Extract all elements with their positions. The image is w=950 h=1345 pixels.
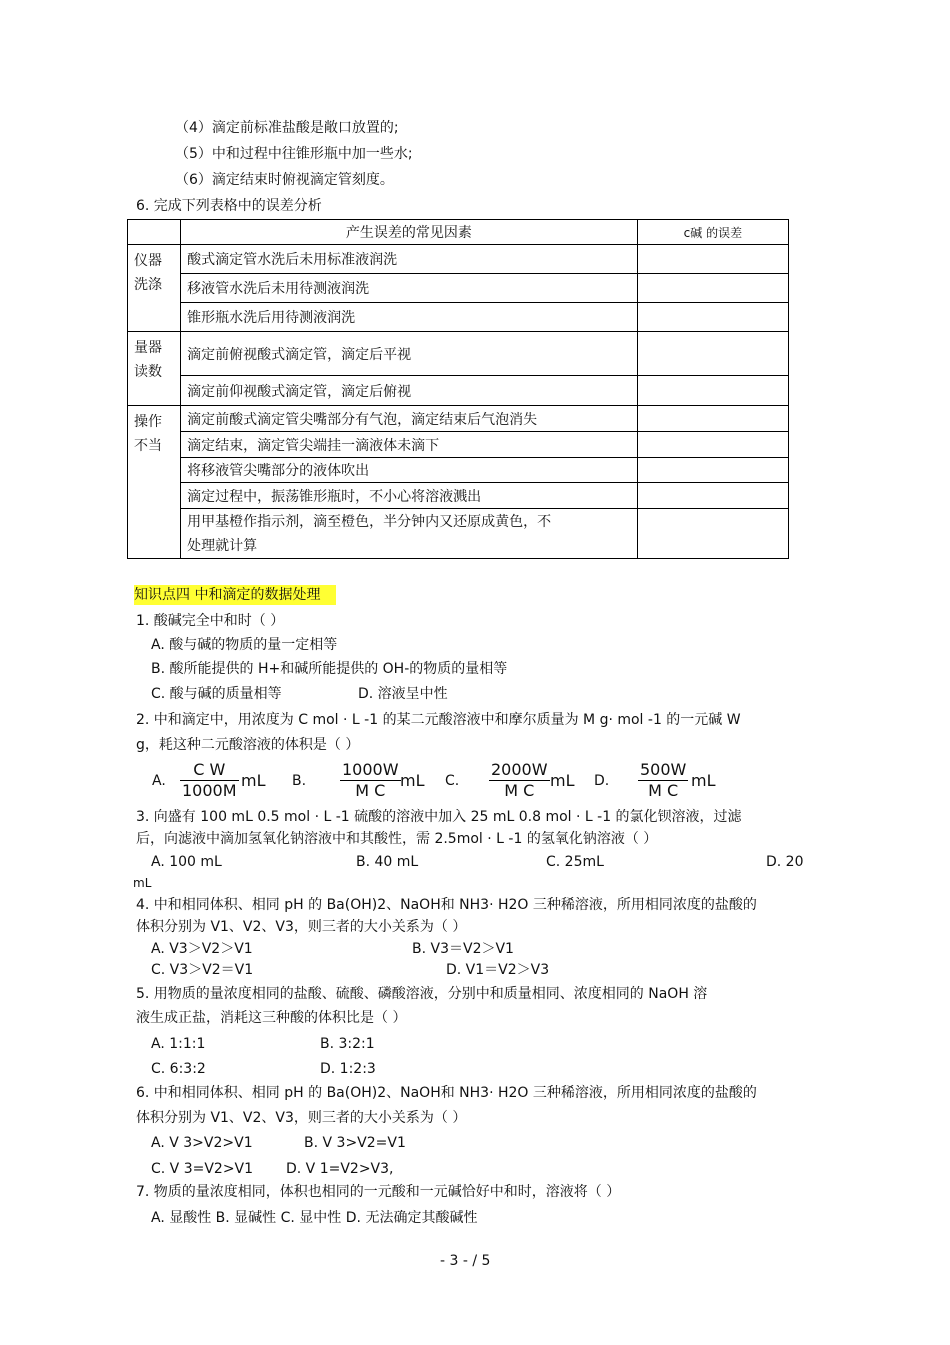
question-stem: g，耗这种二元酸溶液的体积是（ ） xyxy=(136,737,360,753)
table-row xyxy=(128,376,789,406)
option-label: D. xyxy=(594,773,610,789)
option-label: C. xyxy=(445,773,460,789)
table-row xyxy=(128,483,789,509)
option: D. V1＝V2＞V3 xyxy=(446,962,550,978)
factor-cell: 用甲基橙作指示剂，滴至橙色，半分钟内又还原成黄色，不 处理就计算 xyxy=(181,509,638,559)
question-stem: 5. 用物质的量浓度相同的盐酸、硫酸、磷酸溶液，分别中和质量相同、浓度相同的 NaOH 溶 xyxy=(136,986,708,1002)
option: C. V 3=V2>V1 xyxy=(151,1161,254,1177)
option-label: A. xyxy=(152,773,166,789)
answer-cell xyxy=(637,483,788,509)
factor-cell: 移液管水洗后未用待测液润洗 xyxy=(181,274,638,303)
option: B. V 3>V2=V1 xyxy=(304,1135,406,1151)
option: C. V3＞V2＝V1 xyxy=(151,962,254,978)
numerator: 2000W xyxy=(491,760,548,779)
answer-cell xyxy=(637,432,788,458)
numerator: 500W xyxy=(640,760,687,779)
option: C. 6:3:2 xyxy=(151,1061,206,1077)
option: D. 溶液呈中性 xyxy=(358,686,448,702)
table-row xyxy=(128,332,789,376)
factor-cell: 锥形瓶水洗后用待测液润洗 xyxy=(181,303,638,332)
option: B. 酸所能提供的 H+和碱所能提供的 OH-的物质的量相等 xyxy=(151,661,508,677)
denominator: M C xyxy=(355,781,386,800)
option-row: A. 显酸性 B. 显碱性 C. 显中性 D. 无法确定其酸碱性 xyxy=(151,1210,478,1226)
numerator: 1000W xyxy=(342,760,399,779)
option: B. V3＝V2＞V1 xyxy=(412,941,514,957)
category-cell: 操作 不当 xyxy=(128,406,181,559)
option: D. 20 xyxy=(766,854,804,870)
question-stem: 体积分别为 V1、V2、V3，则三者的大小关系为（ ） xyxy=(136,1110,467,1126)
question-heading: 6. 完成下列表格中的误差分析 xyxy=(136,198,322,214)
answer-cell xyxy=(637,376,788,406)
table-row xyxy=(128,406,789,432)
option: D. V 1=V2>V3, xyxy=(286,1161,394,1177)
option: A. 1:1:1 xyxy=(151,1036,206,1052)
list-item: （6）滴定结束时俯视滴定管刻度。 xyxy=(175,172,394,188)
option: D. 1:2:3 xyxy=(320,1061,376,1077)
question-stem: 1. 酸碱完全中和时（ ） xyxy=(136,613,285,629)
option: A. 100 mL xyxy=(151,854,222,870)
list-item: （4）滴定前标准盐酸是敞口放置的; xyxy=(175,120,399,136)
factor-cell: 滴定结束，滴定管尖端挂一滴液体未滴下 xyxy=(181,432,638,458)
fraction xyxy=(638,760,688,801)
answer-cell xyxy=(637,332,788,376)
numerator: C W xyxy=(180,760,239,781)
category-cell: 量器 读数 xyxy=(128,332,181,406)
factor-cell: 将移液管尖嘴部分的液体吹出 xyxy=(181,458,638,483)
unit: mL xyxy=(400,771,425,790)
factor-cell: 滴定过程中，振荡锥形瓶时，不小心将溶液溅出 xyxy=(181,483,638,509)
factor-cell: 滴定前酸式滴定管尖嘴部分有气泡，滴定结束后气泡消失 xyxy=(181,406,638,432)
table-row xyxy=(128,458,789,483)
option: A. V 3>V2>V1 xyxy=(151,1135,253,1151)
table-row xyxy=(128,509,789,559)
option: A. 酸与碱的物质的量一定相等 xyxy=(151,637,338,653)
answer-cell xyxy=(637,274,788,303)
table-header-factor: 产生误差的常见因素 xyxy=(181,220,638,245)
question-stem: 7. 物质的量浓度相同，体积也相同的一元酸和一元碱恰好中和时，溶液将（ ） xyxy=(136,1184,621,1200)
option: B. 3:2:1 xyxy=(320,1036,375,1052)
table-row xyxy=(128,303,789,332)
table-header-row xyxy=(128,220,789,245)
option-unit: mL xyxy=(133,876,152,890)
table-row xyxy=(128,274,789,303)
denominator: 1000M xyxy=(182,781,237,800)
option: B. 40 mL xyxy=(356,854,419,870)
option-label: B. xyxy=(292,773,307,789)
unit: mL xyxy=(691,771,716,790)
table-row xyxy=(128,245,789,274)
question-stem: 3. 向盛有 100 mL 0.5 mol · L -1 硫酸的溶液中加入 25 mL 0.8 mol · L -1 的氯化钡溶液，过滤 xyxy=(136,809,742,825)
table-header-error: c碱 的误差 xyxy=(637,220,788,245)
error-analysis-table xyxy=(127,219,789,559)
factor-cell: 滴定前仰视酸式滴定管，滴定后俯视 xyxy=(181,376,638,406)
table-row xyxy=(128,432,789,458)
question-stem: 体积分别为 V1、V2、V3，则三者的大小关系为（ ） xyxy=(136,919,467,935)
option: A. V3＞V2＞V1 xyxy=(151,941,253,957)
table-header-empty xyxy=(128,220,181,245)
fraction xyxy=(180,760,239,801)
factor-cell: 滴定前俯视酸式滴定管，滴定后平视 xyxy=(181,332,638,376)
option: C. 酸与碱的质量相等 xyxy=(151,686,282,702)
denominator: M C xyxy=(648,781,679,800)
factor-cell: 酸式滴定管水洗后未用标准液润洗 xyxy=(181,245,638,274)
answer-cell xyxy=(637,406,788,432)
section-title: 知识点四 中和滴定的数据处理 xyxy=(134,585,336,605)
question-stem: 6. 中和相同体积、相同 pH 的 Ba(OH)2、NaOH和 NH3· H2O 三种稀溶液，所用相同浓度的盐酸的 xyxy=(136,1085,757,1101)
option: C. 25mL xyxy=(546,854,604,870)
unit: mL xyxy=(550,771,575,790)
answer-cell xyxy=(637,509,788,559)
denominator: M C xyxy=(504,781,535,800)
page-number: - 3 - / 5 xyxy=(440,1253,491,1269)
answer-cell xyxy=(637,303,788,332)
question-stem: 4. 中和相同体积、相同 pH 的 Ba(OH)2、NaOH和 NH3· H2O 三种稀溶液，所用相同浓度的盐酸的 xyxy=(136,897,757,913)
fraction xyxy=(340,760,401,801)
list-item: （5）中和过程中往锥形瓶中加一些水; xyxy=(175,146,413,162)
question-stem: 后，向滤液中滴加氢氧化钠溶液中和其酸性，需 2.5mol · L -1 的氢氧化钠溶液（ ） xyxy=(136,831,658,847)
question-stem: 液生成正盐，消耗这三种酸的体积比是（ ） xyxy=(136,1010,407,1026)
answer-cell xyxy=(637,245,788,274)
unit: mL xyxy=(241,771,266,790)
question-stem: 2. 中和滴定中，用浓度为 C mol · L -1 的某二元酸溶液中和摩尔质量为 M g· mol -1 的一元碱 W xyxy=(136,712,741,728)
answer-cell xyxy=(637,458,788,483)
fraction xyxy=(489,760,550,801)
category-cell: 仪器 洗涤 xyxy=(128,245,181,332)
